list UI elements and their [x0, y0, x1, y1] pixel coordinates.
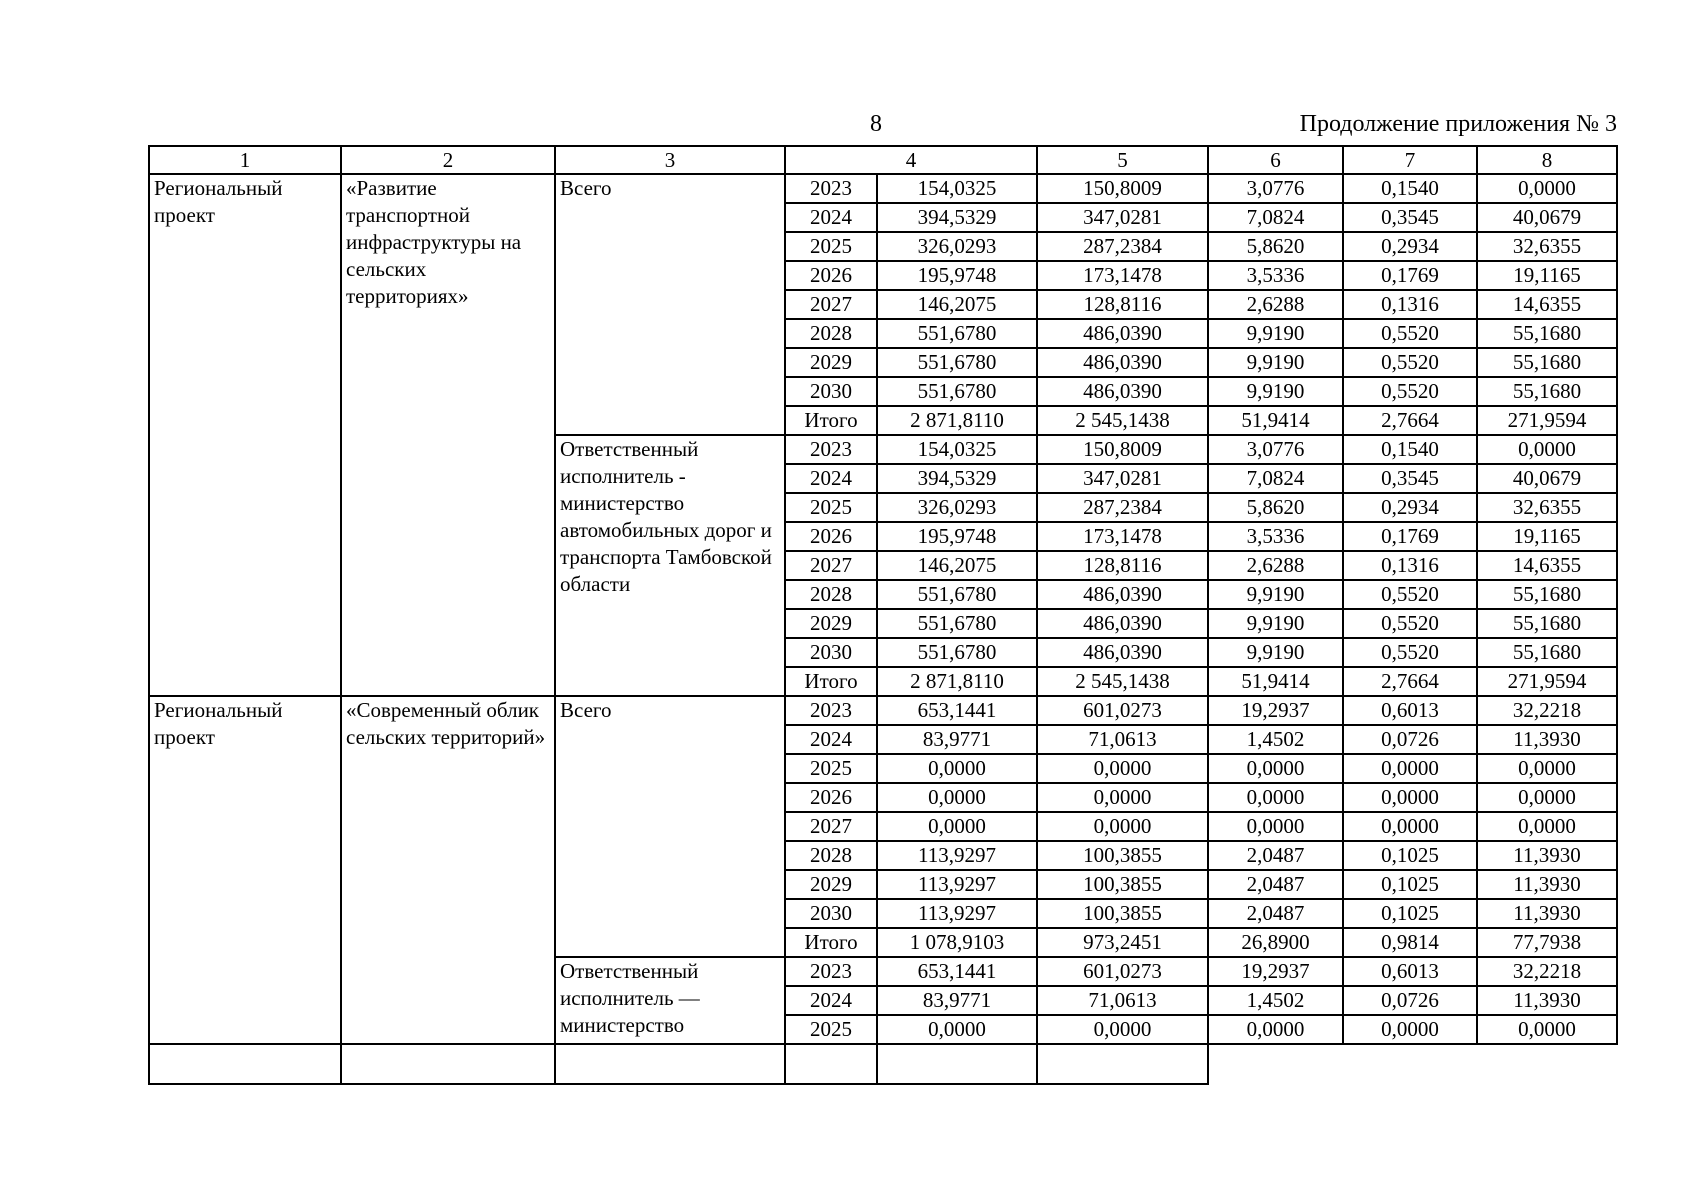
value-cell-c8: 0,0000 [1477, 435, 1617, 464]
value-cell-c7: 0,0000 [1343, 812, 1477, 841]
value-cell-c8: 32,6355 [1477, 232, 1617, 261]
value-cell-c8: 11,3930 [1477, 899, 1617, 928]
value-cell-c6: 2,0487 [1208, 899, 1343, 928]
value-cell-c5: 150,8009 [1037, 174, 1208, 203]
year-cell: 2025 [785, 232, 877, 261]
column-header-2: 2 [341, 146, 555, 174]
value-cell-c8: 40,0679 [1477, 203, 1617, 232]
value-cell-c7: 0,0000 [1343, 783, 1477, 812]
value-cell-c6: 19,2937 [1208, 696, 1343, 725]
empty-cell [149, 1044, 341, 1084]
value-cell-c7: 0,3545 [1343, 464, 1477, 493]
value-cell-c7: 0,3545 [1343, 203, 1477, 232]
table-row [149, 174, 1617, 203]
value-cell-c5: 128,8116 [1037, 551, 1208, 580]
year-cell: 2029 [785, 348, 877, 377]
value-cell-c7: 0,5520 [1343, 580, 1477, 609]
value-cell-c6: 3,5336 [1208, 261, 1343, 290]
year-cell: 2027 [785, 290, 877, 319]
year-cell: 2028 [785, 580, 877, 609]
value-cell-c4: 551,6780 [877, 377, 1037, 406]
value-cell-c6: 9,9190 [1208, 638, 1343, 667]
value-cell-c4: 0,0000 [877, 1015, 1037, 1044]
value-cell-c8: 14,6355 [1477, 551, 1617, 580]
value-cell-c4: 113,9297 [877, 841, 1037, 870]
year-cell: 2023 [785, 435, 877, 464]
value-cell-c4: 1 078,9103 [877, 928, 1037, 957]
empty-cell [877, 1044, 1037, 1084]
column-number-row [149, 146, 1617, 174]
value-cell-c4: 146,2075 [877, 290, 1037, 319]
value-cell-c8: 14,6355 [1477, 290, 1617, 319]
year-cell: 2029 [785, 609, 877, 638]
value-cell-c8: 19,1165 [1477, 522, 1617, 551]
value-cell-c8: 32,2218 [1477, 957, 1617, 986]
value-cell-c5: 71,0613 [1037, 725, 1208, 754]
value-cell-c6: 0,0000 [1208, 783, 1343, 812]
year-cell: 2026 [785, 522, 877, 551]
value-cell-c4: 113,9297 [877, 899, 1037, 928]
value-cell-c4: 653,1441 [877, 696, 1037, 725]
value-cell-c6: 2,6288 [1208, 551, 1343, 580]
value-cell-c8: 55,1680 [1477, 348, 1617, 377]
value-cell-c8: 0,0000 [1477, 174, 1617, 203]
empty-cell [555, 1044, 785, 1084]
value-cell-c5: 347,0281 [1037, 464, 1208, 493]
value-cell-c7: 0,1025 [1343, 870, 1477, 899]
value-cell-c6: 3,0776 [1208, 174, 1343, 203]
value-cell-c8: 32,6355 [1477, 493, 1617, 522]
value-cell-c5: 71,0613 [1037, 986, 1208, 1015]
year-cell: 2024 [785, 203, 877, 232]
value-cell-c8: 0,0000 [1477, 812, 1617, 841]
funding-table [148, 145, 1618, 1085]
year-cell: 2030 [785, 899, 877, 928]
value-cell-c7: 0,0726 [1343, 986, 1477, 1015]
value-cell-c6: 9,9190 [1208, 348, 1343, 377]
value-cell-c5: 150,8009 [1037, 435, 1208, 464]
value-cell-c7: 2,7664 [1343, 406, 1477, 435]
value-cell-c5: 0,0000 [1037, 754, 1208, 783]
value-cell-c7: 0,2934 [1343, 232, 1477, 261]
value-cell-c7: 0,1316 [1343, 290, 1477, 319]
value-cell-c5: 486,0390 [1037, 348, 1208, 377]
value-cell-c4: 394,5329 [877, 203, 1037, 232]
value-cell-c6: 7,0824 [1208, 464, 1343, 493]
value-cell-c6: 3,0776 [1208, 435, 1343, 464]
project-type-cell: Региональный проект [149, 696, 341, 1044]
value-cell-c4: 2 871,8110 [877, 667, 1037, 696]
value-cell-c7: 0,1316 [1343, 551, 1477, 580]
year-cell: 2026 [785, 783, 877, 812]
year-cell: 2028 [785, 841, 877, 870]
column-header-4: 4 [785, 146, 1037, 174]
year-cell: 2029 [785, 870, 877, 899]
value-cell-c6: 2,0487 [1208, 841, 1343, 870]
value-cell-c4: 154,0325 [877, 435, 1037, 464]
value-cell-c6: 5,8620 [1208, 493, 1343, 522]
value-cell-c8: 0,0000 [1477, 754, 1617, 783]
value-cell-c7: 0,1025 [1343, 841, 1477, 870]
value-cell-c6: 1,4502 [1208, 725, 1343, 754]
year-cell: 2026 [785, 261, 877, 290]
year-cell: 2025 [785, 1015, 877, 1044]
value-cell-c6: 9,9190 [1208, 580, 1343, 609]
value-cell-c7: 0,1769 [1343, 522, 1477, 551]
year-cell: 2023 [785, 174, 877, 203]
value-cell-c5: 100,3855 [1037, 841, 1208, 870]
value-cell-c5: 347,0281 [1037, 203, 1208, 232]
year-cell: 2030 [785, 638, 877, 667]
value-cell-c8: 0,0000 [1477, 783, 1617, 812]
value-cell-c4: 653,1441 [877, 957, 1037, 986]
year-cell: 2027 [785, 551, 877, 580]
value-cell-c6: 51,9414 [1208, 667, 1343, 696]
funding-source-cell: Ответственный исполнитель — министерство [555, 957, 785, 1044]
value-cell-c5: 486,0390 [1037, 609, 1208, 638]
value-cell-c5: 486,0390 [1037, 638, 1208, 667]
value-cell-c4: 551,6780 [877, 580, 1037, 609]
value-cell-c6: 19,2937 [1208, 957, 1343, 986]
value-cell-c7: 0,1769 [1343, 261, 1477, 290]
value-cell-c8: 271,9594 [1477, 667, 1617, 696]
value-cell-c5: 973,2451 [1037, 928, 1208, 957]
value-cell-c7: 0,9814 [1343, 928, 1477, 957]
value-cell-c4: 195,9748 [877, 522, 1037, 551]
value-cell-c4: 2 871,8110 [877, 406, 1037, 435]
value-cell-c7: 0,1025 [1343, 899, 1477, 928]
spacer-row [149, 1044, 1617, 1084]
value-cell-c5: 486,0390 [1037, 580, 1208, 609]
value-cell-c6: 0,0000 [1208, 812, 1343, 841]
value-cell-c8: 11,3930 [1477, 870, 1617, 899]
project-name-cell: «Современный облик сельских территорий» [341, 696, 555, 1044]
value-cell-c4: 326,0293 [877, 493, 1037, 522]
empty-cell [341, 1044, 555, 1084]
value-cell-c6: 0,0000 [1208, 1015, 1343, 1044]
column-header-3: 3 [555, 146, 785, 174]
value-cell-c8: 271,9594 [1477, 406, 1617, 435]
value-cell-c4: 83,9771 [877, 986, 1037, 1015]
project-type-cell: Региональный проект [149, 174, 341, 696]
year-cell: 2023 [785, 696, 877, 725]
value-cell-c8: 11,3930 [1477, 841, 1617, 870]
value-cell-c6: 9,9190 [1208, 319, 1343, 348]
year-cell: 2027 [785, 812, 877, 841]
value-cell-c5: 100,3855 [1037, 870, 1208, 899]
value-cell-c4: 83,9771 [877, 725, 1037, 754]
value-cell-c4: 551,6780 [877, 319, 1037, 348]
value-cell-c6: 9,9190 [1208, 609, 1343, 638]
funding-source-cell: Всего [555, 696, 785, 957]
value-cell-c7: 0,5520 [1343, 377, 1477, 406]
value-cell-c5: 173,1478 [1037, 522, 1208, 551]
page-number: 8 [870, 111, 882, 137]
year-cell: 2023 [785, 957, 877, 986]
value-cell-c8: 0,0000 [1477, 1015, 1617, 1044]
value-cell-c4: 551,6780 [877, 638, 1037, 667]
value-cell-c4: 113,9297 [877, 870, 1037, 899]
funding-source-cell: Ответственный исполнитель - министерство автомобильных дорог и транспорта Тамбовской области [555, 435, 785, 696]
year-cell: 2024 [785, 986, 877, 1015]
value-cell-c7: 0,0000 [1343, 1015, 1477, 1044]
value-cell-c5: 2 545,1438 [1037, 667, 1208, 696]
funding-source-cell: Всего [555, 174, 785, 435]
value-cell-c8: 19,1165 [1477, 261, 1617, 290]
value-cell-c7: 2,7664 [1343, 667, 1477, 696]
continuation-label: Продолжение приложения № 3 [1299, 111, 1617, 137]
value-cell-c6: 2,0487 [1208, 870, 1343, 899]
value-cell-c7: 0,6013 [1343, 957, 1477, 986]
value-cell-c6: 7,0824 [1208, 203, 1343, 232]
value-cell-c7: 0,5520 [1343, 319, 1477, 348]
value-cell-c7: 0,0726 [1343, 725, 1477, 754]
value-cell-c7: 0,1540 [1343, 435, 1477, 464]
value-cell-c5: 0,0000 [1037, 783, 1208, 812]
year-cell: Итого [785, 928, 877, 957]
value-cell-c5: 486,0390 [1037, 377, 1208, 406]
value-cell-c7: 0,5520 [1343, 348, 1477, 377]
project-name-cell: «Развитие транспортной инфраструктуры на сельских территориях» [341, 174, 555, 696]
value-cell-c7: 0,5520 [1343, 638, 1477, 667]
value-cell-c7: 0,2934 [1343, 493, 1477, 522]
table-row [149, 696, 1617, 725]
value-cell-c8: 32,2218 [1477, 696, 1617, 725]
value-cell-c4: 0,0000 [877, 754, 1037, 783]
value-cell-c7: 0,1540 [1343, 174, 1477, 203]
empty-cell [1037, 1044, 1208, 1084]
value-cell-c5: 0,0000 [1037, 1015, 1208, 1044]
year-cell: 2025 [785, 754, 877, 783]
value-cell-c8: 55,1680 [1477, 377, 1617, 406]
column-header-7: 7 [1343, 146, 1477, 174]
value-cell-c5: 287,2384 [1037, 232, 1208, 261]
value-cell-c6: 0,0000 [1208, 754, 1343, 783]
column-header-5: 5 [1037, 146, 1208, 174]
value-cell-c6: 3,5336 [1208, 522, 1343, 551]
year-cell: 2024 [785, 464, 877, 493]
value-cell-c5: 100,3855 [1037, 899, 1208, 928]
value-cell-c7: 0,6013 [1343, 696, 1477, 725]
year-cell: 2028 [785, 319, 877, 348]
value-cell-c8: 11,3930 [1477, 725, 1617, 754]
value-cell-c8: 77,7938 [1477, 928, 1617, 957]
value-cell-c6: 26,8900 [1208, 928, 1343, 957]
year-cell: 2024 [785, 725, 877, 754]
value-cell-c6: 2,6288 [1208, 290, 1343, 319]
value-cell-c5: 486,0390 [1037, 319, 1208, 348]
value-cell-c8: 55,1680 [1477, 609, 1617, 638]
value-cell-c5: 601,0273 [1037, 696, 1208, 725]
value-cell-c7: 0,5520 [1343, 609, 1477, 638]
year-cell: Итого [785, 667, 877, 696]
column-header-1: 1 [149, 146, 341, 174]
table-body [149, 174, 1617, 1084]
column-header-8: 8 [1477, 146, 1617, 174]
value-cell-c4: 0,0000 [877, 783, 1037, 812]
value-cell-c4: 394,5329 [877, 464, 1037, 493]
value-cell-c4: 326,0293 [877, 232, 1037, 261]
column-header-6: 6 [1208, 146, 1343, 174]
year-cell: 2025 [785, 493, 877, 522]
year-cell: Итого [785, 406, 877, 435]
value-cell-c8: 55,1680 [1477, 638, 1617, 667]
value-cell-c6: 5,8620 [1208, 232, 1343, 261]
value-cell-c7: 0,0000 [1343, 754, 1477, 783]
value-cell-c8: 40,0679 [1477, 464, 1617, 493]
value-cell-c5: 0,0000 [1037, 812, 1208, 841]
value-cell-c4: 0,0000 [877, 812, 1037, 841]
value-cell-c5: 2 545,1438 [1037, 406, 1208, 435]
value-cell-c4: 195,9748 [877, 261, 1037, 290]
year-cell: 2030 [785, 377, 877, 406]
value-cell-c5: 128,8116 [1037, 290, 1208, 319]
value-cell-c8: 11,3930 [1477, 986, 1617, 1015]
value-cell-c6: 51,9414 [1208, 406, 1343, 435]
value-cell-c4: 551,6780 [877, 609, 1037, 638]
value-cell-c6: 9,9190 [1208, 377, 1343, 406]
value-cell-c5: 601,0273 [1037, 957, 1208, 986]
value-cell-c8: 55,1680 [1477, 580, 1617, 609]
value-cell-c5: 173,1478 [1037, 261, 1208, 290]
value-cell-c8: 55,1680 [1477, 319, 1617, 348]
value-cell-c5: 287,2384 [1037, 493, 1208, 522]
empty-cell [785, 1044, 877, 1084]
value-cell-c4: 146,2075 [877, 551, 1037, 580]
value-cell-c4: 154,0325 [877, 174, 1037, 203]
value-cell-c6: 1,4502 [1208, 986, 1343, 1015]
value-cell-c4: 551,6780 [877, 348, 1037, 377]
